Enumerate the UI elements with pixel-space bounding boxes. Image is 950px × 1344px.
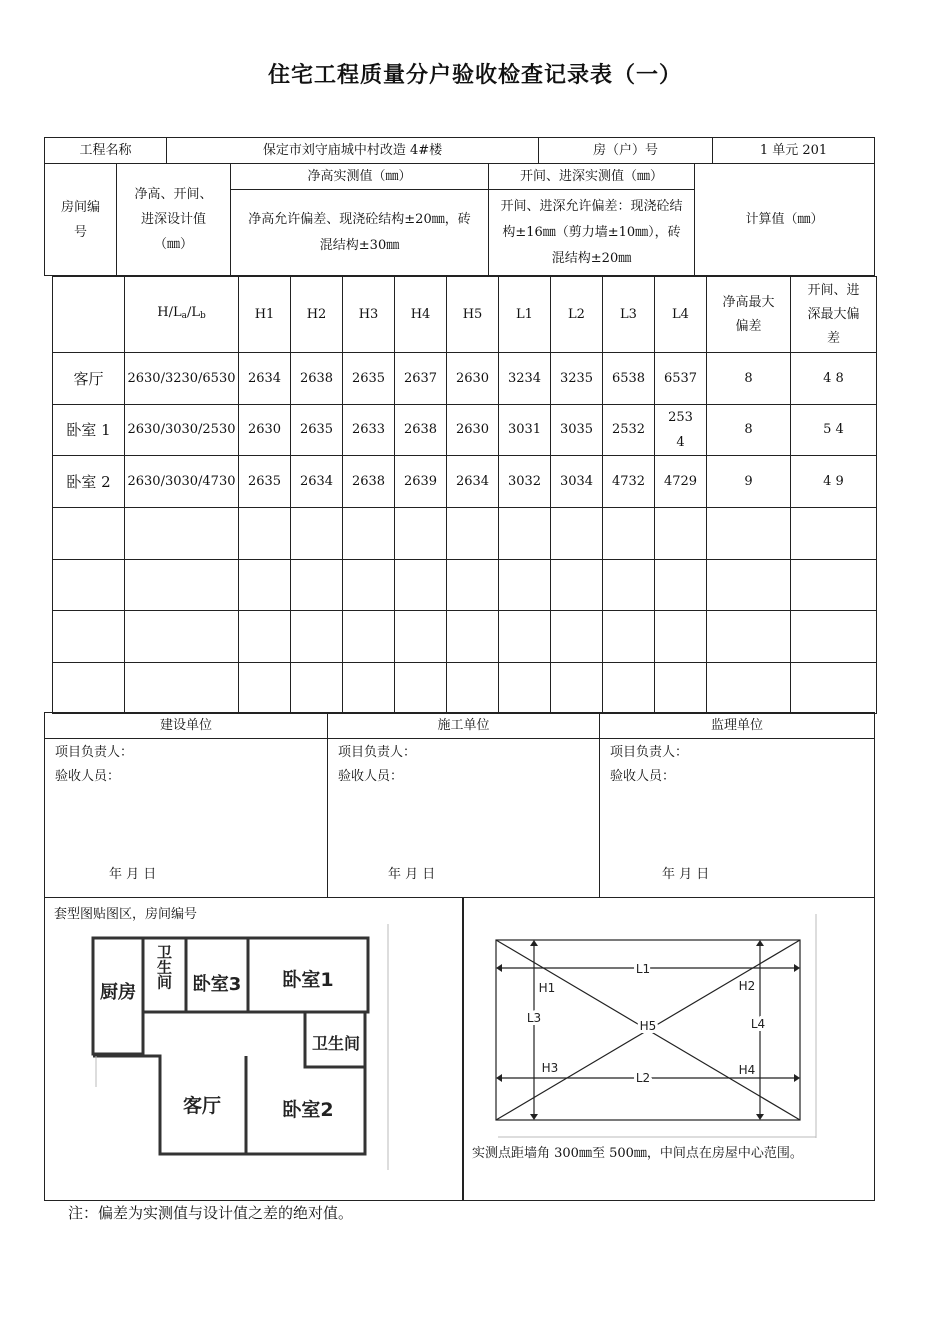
max-width-dev: 4 8 <box>791 353 877 405</box>
h-value: 2638 <box>291 353 343 405</box>
unit-number-value: 1 单元 201 <box>713 138 875 164</box>
supervisor-sign-cell <box>600 739 875 898</box>
blank-header-cell <box>53 277 125 353</box>
h-value: 2638 <box>343 456 395 508</box>
height-tolerance: 净高允许偏差、现浇砼结构±20㎜，砖混结构±30㎜ <box>231 190 489 276</box>
leader-label: 项目负责人： <box>55 745 134 760</box>
construction-sign-cell <box>45 739 328 898</box>
max-height-dev: 8 <box>707 405 791 456</box>
max-width-dev: 5 4 <box>791 405 877 456</box>
project-name-label: 工程名称 <box>45 138 167 164</box>
header-table <box>44 137 875 164</box>
label-h3: H3 <box>541 1061 559 1075</box>
col-h5: H5 <box>447 277 499 353</box>
supervisor-unit-header: 监理单位 <box>600 713 875 739</box>
hl-header: $H/L_a/L_b$ <box>125 277 239 353</box>
col-l1: L1 <box>499 277 551 353</box>
date-label: 年 月 日 <box>109 867 157 882</box>
unit-number-label: 房（户）号 <box>539 138 713 164</box>
leader-label: 项目负责人： <box>338 745 417 760</box>
col-max-height: 净高最大偏差 <box>707 277 791 353</box>
l-value: 3032 <box>499 456 551 508</box>
label-h1: H1 <box>538 981 556 995</box>
l-value: 4729 <box>655 456 707 508</box>
max-height-dev: 9 <box>707 456 791 508</box>
calc-value-header: 计算值（㎜） <box>695 164 875 276</box>
h-value: 2630 <box>239 405 291 456</box>
label-l2: L2 <box>635 1071 651 1085</box>
label-l4: L4 <box>750 1017 766 1031</box>
label-l3: L3 <box>526 1011 542 1025</box>
col-h3: H3 <box>343 277 395 353</box>
h-value: 2635 <box>343 353 395 405</box>
signature-table <box>44 712 875 898</box>
room-name: 卧室 2 <box>53 456 125 508</box>
l-value: 3235 <box>551 353 603 405</box>
l-value: 2532 <box>603 405 655 456</box>
l-value: 6537 <box>655 353 707 405</box>
h-value: 2634 <box>291 456 343 508</box>
measurement-table <box>52 276 877 714</box>
floor-plan <box>88 922 393 1172</box>
max-width-dev: 4 9 <box>791 456 877 508</box>
design-value: 2630/3030/2530 <box>125 405 239 456</box>
builder-unit-header: 施工单位 <box>328 713 600 739</box>
project-name-value: 保定市刘守庙城中村改造 4#楼 <box>167 138 539 164</box>
date-label: 年 月 日 <box>388 867 436 882</box>
empty-row <box>53 663 877 714</box>
plan-living: 客厅 <box>182 1095 222 1117</box>
width-measured-header: 开间、进深实测值（㎜） <box>489 164 695 190</box>
table-row <box>53 405 877 456</box>
empty-row <box>53 611 877 663</box>
l-value: 3234 <box>499 353 551 405</box>
h-value: 2634 <box>447 456 499 508</box>
header-table-2 <box>44 163 875 276</box>
room-number-header: 房间编号 <box>45 164 117 276</box>
design-value-header: 净高、开间、进深设计值（㎜） <box>117 164 231 276</box>
label-h5: H5 <box>639 1019 657 1033</box>
room-name: 卧室 1 <box>53 405 125 456</box>
h-value: 2634 <box>239 353 291 405</box>
col-max-width: 开间、进深最大偏差 <box>791 277 877 353</box>
measurement-diagram <box>488 912 828 1140</box>
col-h2: H2 <box>291 277 343 353</box>
l-value: 6538 <box>603 353 655 405</box>
col-l4: L4 <box>655 277 707 353</box>
l-value: 4732 <box>603 456 655 508</box>
l-value: 3035 <box>551 405 603 456</box>
h-value: 2630 <box>447 405 499 456</box>
h-value: 2635 <box>239 456 291 508</box>
diagram-caption: 实测点距墙角 300㎜至 500㎜，中间点在房屋中心范围。 <box>472 1146 803 1161</box>
label-l1: L1 <box>635 962 651 976</box>
label-h4: H4 <box>738 1063 756 1077</box>
h-value: 2635 <box>291 405 343 456</box>
l-value: 3034 <box>551 456 603 508</box>
room-name: 客厅 <box>53 353 125 405</box>
page-title: 住宅工程质量分户验收检查记录表（一） <box>267 62 682 88</box>
max-height-dev: 8 <box>707 353 791 405</box>
plan-bed1: 卧室1 <box>282 969 334 991</box>
width-tolerance: 开间、进深允许偏差：现浇砼结构±16㎜（剪力墙±10㎜），砖混结构±20㎜ <box>489 190 695 276</box>
date-label: 年 月 日 <box>662 867 710 882</box>
col-h1: H1 <box>239 277 291 353</box>
builder-sign-cell <box>328 739 600 898</box>
label-h2: H2 <box>738 979 756 993</box>
h-value: 2639 <box>395 456 447 508</box>
h-value: 2637 <box>395 353 447 405</box>
design-value: 2630/3230/6530 <box>125 353 239 405</box>
table-row <box>53 353 877 405</box>
empty-row <box>53 560 877 611</box>
col-l2: L2 <box>551 277 603 353</box>
design-value: 2630/3030/4730 <box>125 456 239 508</box>
inspector-label: 验收人员： <box>338 769 404 784</box>
h-value: 2630 <box>447 353 499 405</box>
plan-bed3: 卧室3 <box>192 974 242 995</box>
col-l3: L3 <box>603 277 655 353</box>
construction-unit-header: 建设单位 <box>45 713 328 739</box>
height-measured-header: 净高实测值（㎜） <box>231 164 489 190</box>
footnote: 注：偏差为实测值与设计值之差的绝对值。 <box>68 1204 354 1222</box>
col-h4: H4 <box>395 277 447 353</box>
plan-bed2: 卧室2 <box>282 1099 334 1121</box>
leader-label: 项目负责人： <box>610 745 689 760</box>
empty-row <box>53 508 877 560</box>
inspector-label: 验收人员： <box>610 769 676 784</box>
h-value: 2633 <box>343 405 395 456</box>
plan-bath2: 卫生间 <box>311 1034 361 1053</box>
plan-kitchen: 厨房 <box>100 982 136 1003</box>
h-value: 2638 <box>395 405 447 456</box>
inspector-label: 验收人员： <box>55 769 121 784</box>
plan-bath1: 卫生间 <box>155 944 173 990</box>
l-value: 2534 <box>655 405 707 456</box>
l-value: 3031 <box>499 405 551 456</box>
plan-label: 套型图贴图区，房间编号 <box>54 907 198 922</box>
table-row <box>53 456 877 508</box>
